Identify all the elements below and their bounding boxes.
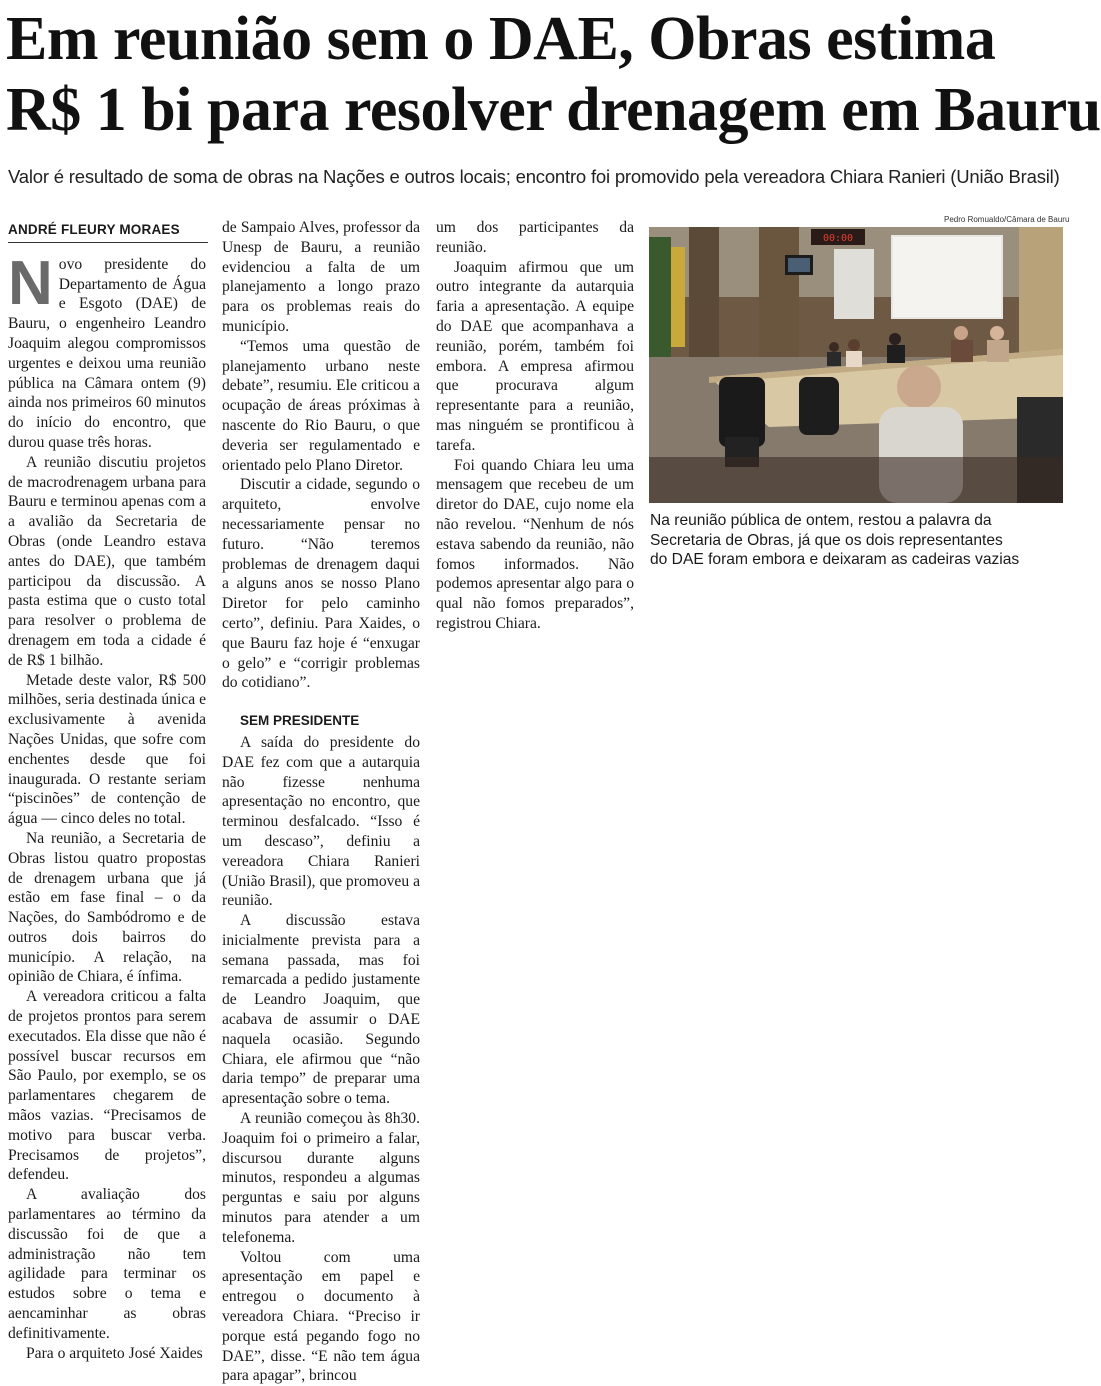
article-paragraph: Discutir a cidade, segundo o arquiteto, envolve necessariamente pensar no futuro. “Não teremos problemas de drenagem daqui a alguns anos se nosso Plano Diretor for pelo caminho certo”, definiu. Para Xaides, o que Bauru faz hoje é “enxugar o gelo” e “corrigir problemas do cotidiano”. [222, 476, 420, 692]
article-paragraph: Voltou com uma apresentação em papel e entregou o documento à vereadora Chiara. “Preciso ir porque está pegando fogo no DAE”, disse. “E não tem água para apagar”, brincou [222, 1248, 420, 1385]
section-subhead: SEM PRESIDENTE [240, 713, 360, 729]
article-paragraph [8, 248, 206, 453]
article-paragraph: A discussão estava inicialmente prevista para a semana passada, mas foi remarcada a pedido justamente de Leandro Joaquim, que acabava de assumir o DAE naquela ocasião. Segundo Chiara, ele afirmou que “não daria tempo” de preparar uma apresentação sobre o tema. [222, 912, 420, 1108]
caption-line: Secretaria de Obras, já que os dois representantes [650, 531, 1003, 549]
photo-credit: Pedro Romualdo/Câmara de Bauru [944, 215, 1070, 224]
article-paragraph: Para o arquiteto José Xaides [26, 1344, 203, 1362]
subtitle: Valor é resultado de soma de obras na Nações e outros locais; encontro foi promovido pela vereadora Chiara Ranieri (União Brasil) [8, 166, 1060, 187]
article-paragraph: Na reunião, a Secretaria de Obras listou quatro propostas de drenagem urbana que já estão em fase final – o da Nações, do Sambódromo e de outros dois bairros do município. A relação, na opinião de Chiara, é ínfima. [8, 829, 206, 986]
caption-line: Na reunião pública de ontem, restou a palavra da [650, 512, 992, 529]
article-column-1 [8, 218, 206, 1362]
article-paragraph: Metade deste valor, R$ 500 milhões, seria destinada única e exclusivamente à avenida Nações Unidas, que sofre com enchentes desde que foi inaugurada. O restante seriam “piscinões” de contenção de água — cinco deles no total. [8, 671, 206, 828]
article-paragraph: A saída do presidente do DAE fez com que a autarquia não fizesse nenhuma apresentação no encontro, que terminou desfalcado. “Isso é um descaso”, definiu a vereadora Chiara Ranieri (União Brasil), que promoveu a reunião. [222, 733, 420, 910]
headline [6, 4, 1101, 146]
paragraph-text: ovo presidente do Departamento de Água e Esgoto (DAE) de Bauru, o engenheiro Leandro Joaquim alegou compromissos urgentes e deixou uma reunião pública na Câmara ontem (9) ainda nos primeiros 60 minutos do início do encontro, que durou quase três horas. [8, 255, 206, 451]
clock-display: 00:00 [822, 233, 854, 244]
drop-cap: N [8, 248, 53, 318]
article-paragraph: A avaliação dos parlamentares ao término da discussão foi de que a administração não tem agilidade para terminar os estudos sobre o tema e aencaminhar as obras definitivamente. [8, 1186, 206, 1342]
meeting-photo [649, 227, 1063, 503]
headline-line-1: Em reunião sem o DAE, Obras estima [6, 5, 996, 73]
caption-line: do DAE foram embora e deixaram as cadeiras vazias [650, 551, 1020, 568]
article-paragraph: de Sampaio Alves, professor da Unesp de Bauru, a reunião evidenciou a falta de um planejamento a longo prazo para os problemas reais do município. [222, 219, 420, 335]
article-paragraph: um dos participantes da reunião. [436, 219, 634, 256]
article-paragraph: A vereadora criticou a falta de projetos prontos para serem executados. Ela disse que não é possível buscar recursos em São Paulo, por exemplo, se os parlamentares chegarem de mãos vazias. “Precisamos de motivo para buscar verba. Precisamos de projetos”, defendeu. [8, 988, 206, 1184]
photo-caption [650, 511, 1064, 570]
article-column-3 [436, 218, 634, 632]
article-paragraph: A reunião discutiu projetos de macrodrenagem urbana para Bauru e terminou apenas com a a avalião da Secretaria de Obras (onde Leandro estava antes do DAE), que também participou da discussão. A pasta estima que o custo total para resolver o problema de drenagem em toda a cidade é de R$ 1 bilhão. [8, 453, 206, 669]
meeting-photo-illustration [649, 227, 1063, 503]
article-paragraph: Foi quando Chiara leu uma mensagem que recebeu de um diretor do DAE, cujo nome ela não revelou. “Nenhum de nós estava sabendo da reunião, não fomos informados. Não podemos apresentar algo para o qual não fomos preparados”, registrou Chiara. [436, 456, 634, 632]
article-paragraph: Joaquim afirmou que um outro integrante da autarquia faria a apresentação. A equipe do DAE que acompanhava a reunião, porém, também foi embora. A empresa afirmou que procurava algum representante para a reunião, mas ninguém se prontificou à tarefa. [436, 258, 634, 454]
article-paragraph: A reunião começou às 8h30. Joaquim foi o primeiro a falar, discursou durante alguns minutos, respondeu a algumas perguntas e saiu por alguns minutos para atender a um telefonema. [222, 1110, 420, 1246]
article-column-2 [222, 218, 420, 1385]
byline: ANDRÉ FLEURY MORAES [8, 220, 208, 243]
article-paragraph: “Temos uma questão de planejamento urbano neste debate”, resumiu. Ele criticou a ocupação de áreas próximas à nascente do Rio Bauru, o que deveria ser regulamentado e orientado pelo Plano Diretor. [222, 337, 420, 474]
headline-line-2: R$ 1 bi para resolver drenagem em Bauru [6, 76, 1101, 144]
